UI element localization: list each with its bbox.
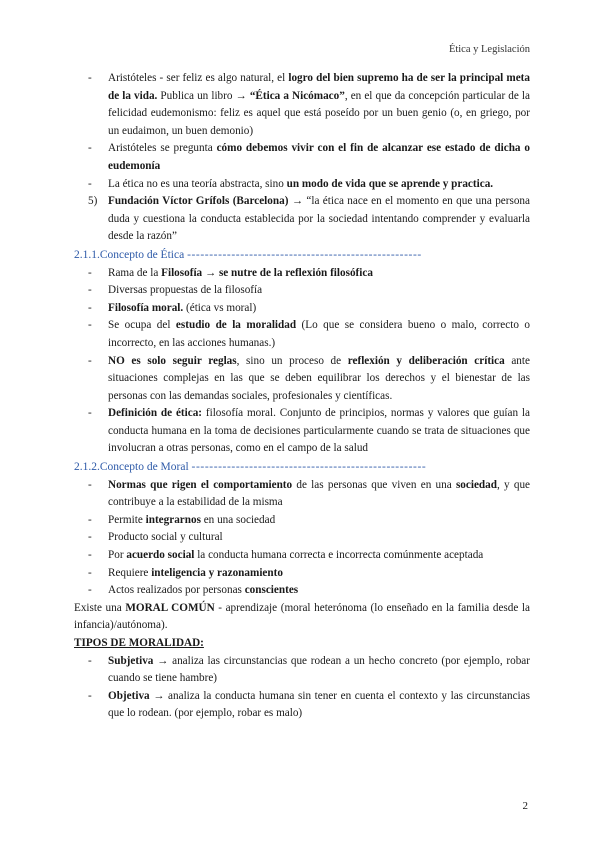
- list-item: - Producto social y cultural: [88, 531, 223, 544]
- page-header-title: Ética y Legislación: [448, 44, 530, 55]
- list-item: - Aristóteles se pregunta cómo debemos vivir con el fin de alcanzar ese estado de dicha o eudemonía: [88, 142, 530, 172]
- list-item: - Filosofía moral. (ética vs moral): [88, 301, 257, 314]
- moral-comun-paragraph: Existe una MORAL COMÚN - aprendizaje (moral heterónoma (lo enseñado en la familia desde la infancia)/autónoma).: [74, 601, 530, 632]
- list-item: - Definición de ética: filosofía moral. Conjunto de principios, normas y valores que guían la conducta humana en la toma de decisiones particularmente cuando se trata de situaciones que involucran a otras personas, como en el campo de la salud: [88, 407, 530, 455]
- bullet-dash: -: [88, 142, 92, 155]
- list-item: - Por acuerdo social la conducta humana correcta e incorrecta comúnmente aceptada: [88, 549, 484, 562]
- list-item: - La ética no es una teoría abstracta, sino un modo de vida que se aprende y practica.: [74, 176, 530, 194]
- numbered-item: 5) Fundación Víctor Grífols (Barcelona) → “la ética nace en el momento en que una persona duda y cuestiona la conducta establecida por la sociedad intentando comprender y evaluarla desde la razón”: [88, 195, 530, 243]
- bullet-dash: -: [88, 72, 92, 84]
- list-item: - Normas que rigen el comportamiento de las personas que viven en una sociedad, y que contribuye a la estabilidad de la misma: [88, 478, 530, 509]
- document-body: [74, 70, 530, 723]
- tipos-heading: TIPOS DE MORALIDAD:: [74, 637, 204, 649]
- list-item: - Objetiva → analiza la conducta humana sin tener en cuenta el contexto y las circunstancias que lo rodean. (por ejemplo, robar es malo): [88, 689, 530, 720]
- list-item: - NO es solo seguir reglas, sino un proceso de reflexión y deliberación crítica ante situaciones complejas en las que se deben equilibrar los derechos y el bienestar de las personas con las demandas sociales, profesionales y científicas.: [88, 354, 530, 402]
- section-heading-etica: 2.1.1.Concepto de Ética -----------------------------------------------------: [74, 248, 422, 261]
- list-item: - Permite integrarnos en una sociedad: [88, 513, 276, 526]
- list-item: - Aristóteles - ser feliz es algo natural, el logro del bien supremo ha de ser la principal meta de la vida. Publica un libro → “Ética a Nicómaco”, en el que da concepción particular de la felicidad eudemonismo: feliz es aquel que está poseído por un buen genio (o, en griego, por un eudaimon, un buen demonio): [88, 72, 531, 137]
- list-item: - Se ocupa del estudio de la moralidad (Lo que se considera bueno o malo, correcto o incorrecto, en las acciones humanas.): [88, 319, 530, 349]
- list-item: - Actos realizados por personas conscientes: [88, 584, 299, 597]
- bullet-dash: -: [88, 177, 92, 190]
- list-item: - Diversas propuestas de la filosofía: [88, 284, 263, 297]
- section-heading-moral: 2.1.2.Concepto de Moral -----------------------------------------------------: [74, 461, 427, 474]
- page-number: 2: [522, 800, 528, 812]
- list-item: - Subjetiva → analiza las circunstancias que rodean a un hecho concreto (por ejemplo, robar cuando se tiene hambre): [88, 654, 530, 685]
- list-item: - Rama de la Filosofía → se nutre de la reflexión filosófica: [88, 266, 373, 279]
- list-item: - Requiere inteligencia y razonamiento: [88, 566, 283, 579]
